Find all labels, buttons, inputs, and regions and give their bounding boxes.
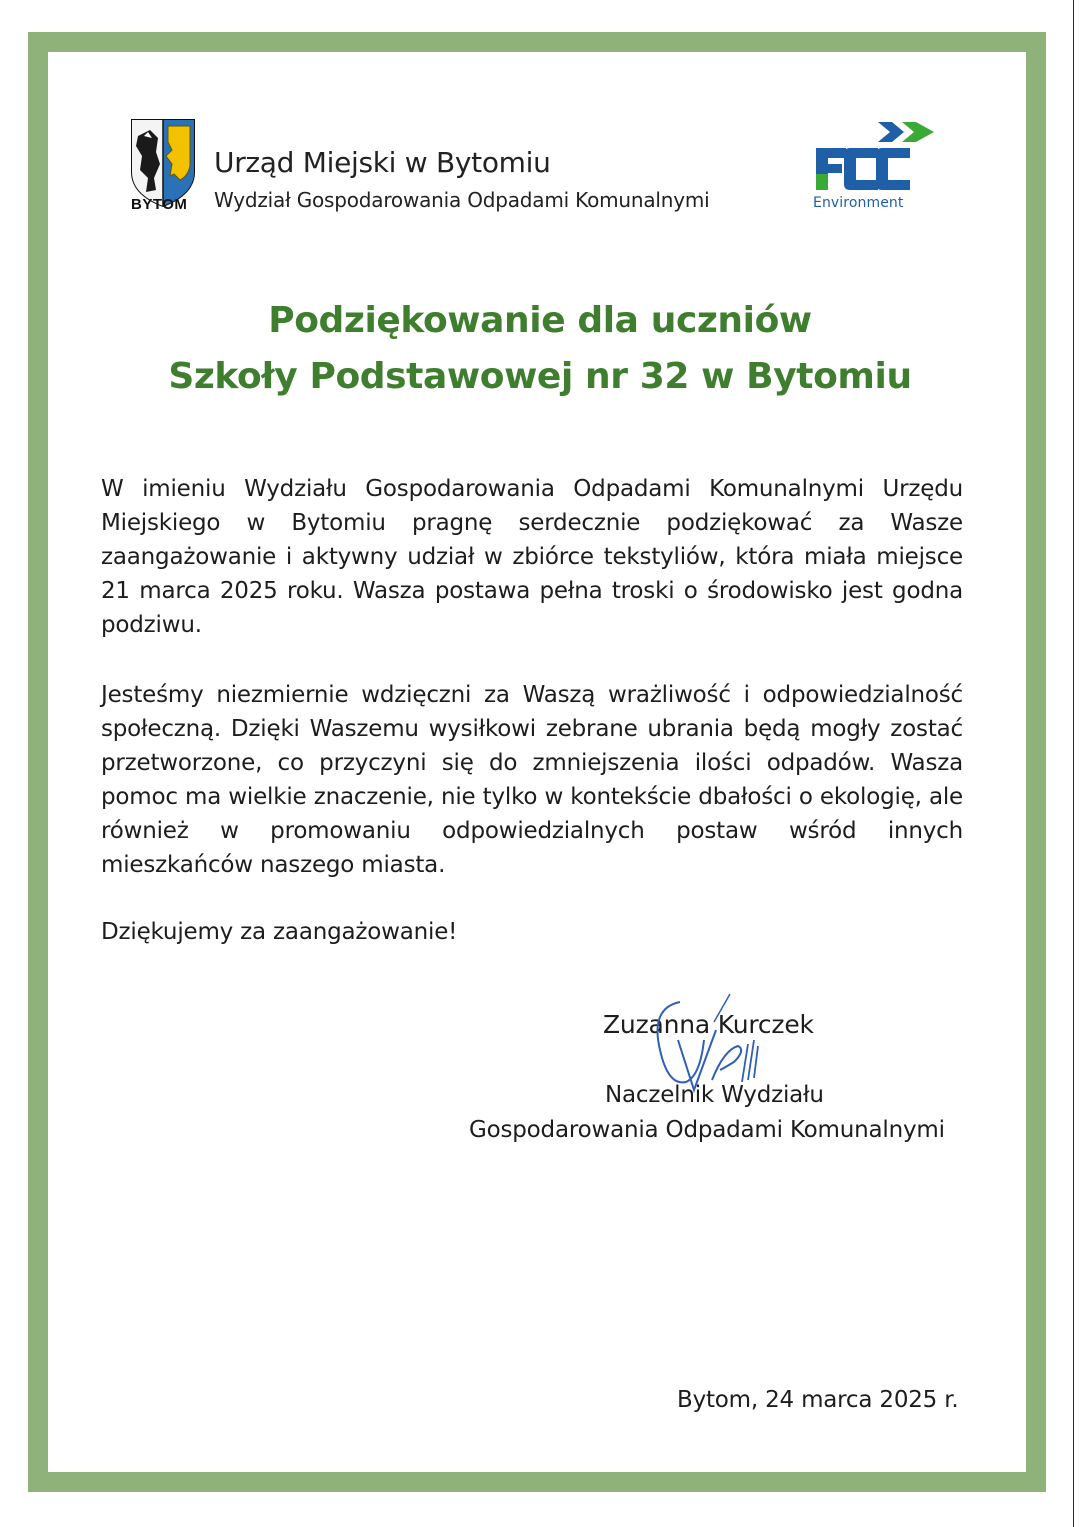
signatory-department: Gospodarowania Odpadami Komunalnymi bbox=[469, 1117, 945, 1143]
document-title-line-1: Podziękowanie dla uczniów bbox=[268, 300, 812, 341]
handwritten-signature-icon bbox=[620, 990, 790, 1120]
signatory-role: Naczelnik Wydziału bbox=[605, 1082, 824, 1108]
body-paragraph-2: Jesteśmy niezmiernie wdzięczni za Waszą wrażliwość i odpowiedzialność społeczną. Dzięki Waszemu wysiłkowi zebrane ubrania będą mogły zostać przetworzone, co przyczyni się do zmniejszenia ilości odpadów. Wasza pomoc ma wielkie znaczenie, nie tylko w kontekście dbałości o ekologię, ale również w promowaniu odpowiedzialnych postaw wśród innych mieszkańców naszego miasta. bbox=[101, 682, 963, 878]
fcc-tagline: Environment bbox=[813, 195, 904, 211]
scan-edge-line bbox=[1073, 0, 1074, 1527]
body-paragraph-3: Dziękujemy za zaangażowanie! bbox=[101, 919, 458, 945]
office-name: Urząd Miejski w Bytomiu bbox=[214, 146, 551, 179]
document-title-line-2: Szkoły Podstawowej nr 32 w Bytomiu bbox=[168, 356, 912, 397]
place-and-date: Bytom, 24 marca 2025 r. bbox=[677, 1387, 959, 1413]
fcc-environment-logo-icon bbox=[812, 118, 940, 192]
body-paragraph-1: W imieniu Wydziału Gospodarowania Odpadami Komunalnymi Urzędu Miejskiego w Bytomiu pragnę serdecznie podziękować za Wasze zaangażowanie i aktywny udział w zbiórce tekstyliów, która miała miejsce 21 marca 2025 roku. Wasza postawa pełna troski o środowisko jest godna podziwu. bbox=[101, 476, 963, 638]
signatory-name: Zuzanna Kurczek bbox=[603, 1010, 814, 1039]
bytom-logo-text: BYTOM bbox=[131, 196, 188, 213]
office-department: Wydział Gospodarowania Odpadami Komunalnymi bbox=[214, 188, 710, 212]
